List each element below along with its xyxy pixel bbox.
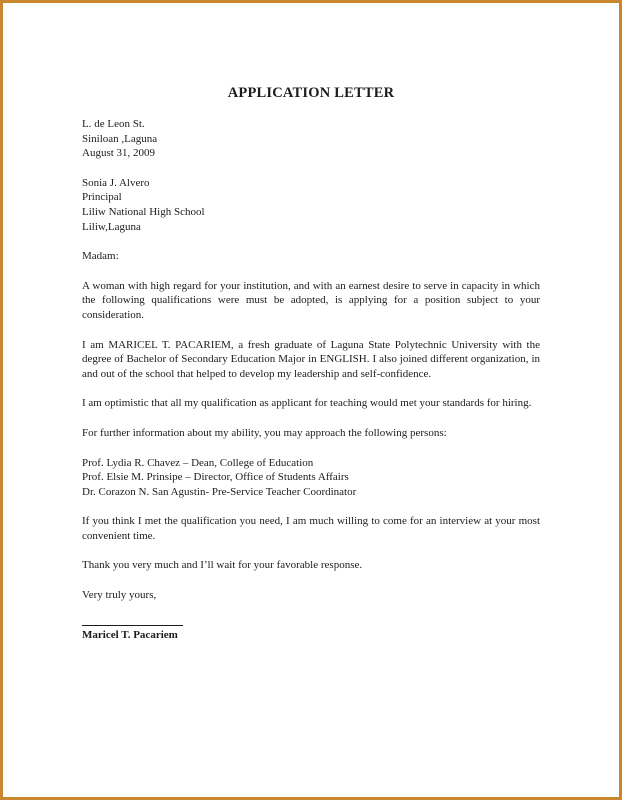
sender-street: L. de Leon St. bbox=[82, 118, 145, 130]
paragraph-background: I am MARICEL T. PACARIEM, a fresh graduate of Laguna State Polytechnic University with the degree of Bachelor of Secondary Education Major in ENGLISH. I also joined different organization, in and out of the school that helped to develop my leadership and self-confidence. bbox=[82, 338, 540, 380]
paragraph-thanks: Thank you very much and I’ll wait for your favorable response. bbox=[82, 559, 363, 572]
recipient-name: Sonia J. Alvero bbox=[82, 176, 150, 189]
paragraph-references-intro: For further information about my ability, you may approach the following persons: bbox=[82, 426, 447, 439]
recipient-city: Liliw,Laguna bbox=[82, 220, 141, 233]
sender-city: Siniloan ,Laguna bbox=[82, 132, 158, 145]
reference-item: Prof. Elsie M. Prinsipe – Director, Office of Students Affairs bbox=[82, 471, 349, 484]
reference-item: Dr. Corazon N. San Agustin- Pre-Service Teacher Coordinator bbox=[82, 485, 357, 498]
paragraph-optimism: I am optimistic that all my qualification as applicant for teaching would met your standards for hiring. bbox=[82, 397, 532, 410]
paragraph-interview: If you think I met the qualification you need, I am much willing to come for an interview at your most convenient time. bbox=[82, 515, 540, 542]
recipient-block bbox=[82, 176, 540, 234]
letter-date: August 31, 2009 bbox=[82, 147, 156, 160]
reference-item: Prof. Lydia R. Chavez – Dean, College of Education bbox=[82, 456, 314, 469]
paragraph-intro: A woman with high regard for your institution, and with an earnest desire to serve in capacity in which the following qualifications were must be adopted, is applying for a position subject to your consideration. bbox=[82, 279, 540, 321]
valediction: Very truly yours, bbox=[82, 589, 157, 602]
salutation: Madam: bbox=[82, 250, 119, 263]
recipient-title: Principal bbox=[82, 191, 122, 204]
signature-line bbox=[82, 615, 183, 626]
references-list bbox=[82, 456, 540, 500]
letter-title: APPLICATION LETTER bbox=[227, 85, 395, 101]
signer-name: Maricel T. Pacariem bbox=[82, 628, 178, 641]
application-letter bbox=[82, 84, 540, 642]
sender-address bbox=[82, 117, 540, 161]
recipient-school: Liliw National High School bbox=[82, 205, 205, 218]
